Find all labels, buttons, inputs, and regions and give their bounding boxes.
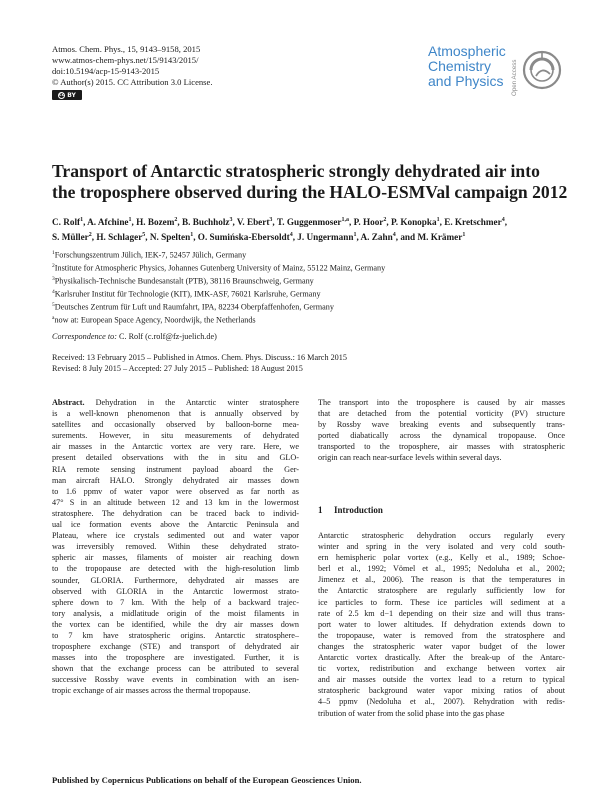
title-line1: Transport of Antarctic stratospheric strongly dehydrated air into [52,161,540,181]
author-name: T. Guggenmoser [276,217,342,228]
author-name: B. Buchholz [181,217,230,228]
text-line: to 1.6 ppmv of water vapor were observed as far north as [52,486,299,496]
correspondence [52,332,217,341]
affiliation [52,300,564,313]
text-line: The transport into the troposphere is caused by air masses [318,398,565,407]
text-line: berl et al., 1992; Vömel et al., 1995; Nedoluha et al., 2002; [318,564,565,574]
author-name: H. Bozem [136,217,175,228]
author-affiliation-mark: 1 [436,217,440,223]
author-name: P. Hoor [353,217,384,228]
author-affiliation-mark: 1,a [341,217,349,223]
author-affiliation-mark: 3 [229,217,233,223]
author-name: S. Müller [52,232,89,243]
text-line: is a well-known phenomenon that is annually observed by [52,409,299,419]
author-name: E. Kretschmer [444,217,502,228]
affiliation-text: Institute for Atmospheric Physics, Johannes Gutenberg University of Mainz, 55122 Mainz, Germany [54,263,386,273]
text-line: tory analysis, a midlatitude origin of the moist filaments in [52,608,299,618]
dates-received: Received: 13 February 2015 – Published in Atmos. Chem. Phys. Discuss.: 16 March 2015 [52,353,347,362]
affiliation-mark: 5 [52,302,55,309]
author-name: M. Krämer [417,232,463,243]
journal-name-line3: and Physics [428,73,504,89]
author-name: A. Zahn [360,232,393,243]
cc-by-badge[interactable] [52,90,82,100]
text-line: sphere down to 7 km. With the help of a backward trajec- [52,597,299,607]
text-line: was irreversibly removed. Within these dehydrated strato- [52,542,299,552]
cc-icon: cc [59,92,65,98]
author-affiliation-mark: 2 [88,232,92,239]
text-line: troposphere exchange (STE) and transport of dehydrated air [52,642,299,652]
abstract-continuation [318,397,565,464]
text-line: to the tropopause are detected with the high-resolution limb [52,564,299,574]
author-affiliation-mark: 4 [501,217,505,223]
doi[interactable]: doi:10.5194/acp-15-9143-2015 [52,66,160,76]
author-affiliation-mark: 1 [353,232,357,239]
affiliation-mark: a [52,315,55,322]
text-line: to 7 km have stratospheric origins. Antarctic stratosphere– [52,630,299,640]
text-line: tropic exchange of air masses across the thermal tropopause. [52,686,251,696]
text-line: winter and spring in the very isolated and very cold south- [318,542,565,552]
text-line: the vortex can be identified, while the dry air masses down [52,619,299,629]
text-line: masses into the troposphere are investigated. Further, it is [52,653,299,663]
author-list: C. Rolf$^1$, A. Afchine$^1$, H. Bozem$^2$, B. Buchholz$^3$, V. Ebert$^3$, T. Guggenmoser$^{1,a}$, P. Hoor$^2$, P. Konopka$^1$, E. Kretschmer$^4$, S. Müller$^2$, H. Schlager$^5$, N. Spelten$^1$, O. Sumińska-Ebersoldt$^4$, J. Ungermann$^1$, A. Zahn$^4$, and M. Krämer$^1$ [52,217,507,243]
title-line2: the troposphere observed during the HALO-ESMVal campaign 2012 [52,182,568,202]
journal-name-line2: Chemistry [428,58,492,74]
affiliation [52,274,564,287]
text-line: ported diabatically across the dynamical tropopause. Once [318,431,565,441]
author-affiliation-mark: 2 [174,217,178,223]
text-line: spheric air masses, filaments of moister air reaching down [52,553,299,563]
cc-badge-label: BY [67,91,76,99]
text-line: observed with GLORIA in the Antarctic lowermost strato- [52,586,299,596]
text-line: and air masses outside the vortex lead to a return to typical [318,675,565,685]
publication-dates [52,352,347,375]
text-line: 4–5 ppmv (Nedoluha et al., 2007). Rehydration with redis- [318,697,565,707]
affiliation [52,248,564,261]
egu-logo-icon [522,50,562,90]
text-line: Antarctic stratospheric dehydration occurs regularly every [318,531,565,540]
text-line: shown that the exchange process can be attributed to several [52,664,299,674]
text-line: sounder, GLORIA. Furthermore, dehydrated air masses are [52,575,299,585]
text-line: that are detached from the potential vorticity (PV) structure [318,409,565,419]
text-line: ern hemispheric polar vortex (e.g., Kelly et al., 1989; Schoe- [318,553,565,563]
text-line: ice particles to form. These ice particles will sediment at a [318,597,565,607]
article-url[interactable]: www.atmos-chem-phys.net/15/9143/2015/ [52,55,199,65]
text-line: satellites and occasionally observed by balloon-borne mea- [52,420,299,430]
author-affiliation-mark: 1 [190,232,194,239]
author-affiliation-mark: 2 [383,217,387,223]
author-name: O. Sumińska-Ebersoldt [197,232,290,243]
author-affiliation-mark: 4 [392,232,396,239]
author-affiliation-mark: 1 [128,217,132,223]
text-line: Antarctic vortex drastically. After the break-up of the Antarc- [318,653,565,663]
open-access-label [510,44,518,96]
affiliation-mark: 1 [52,250,55,256]
text-line: successive Rossby wave events in combination with an isen- [52,675,299,685]
author-name: P. Konopka [390,217,437,228]
author-affiliation-mark: 1 [462,232,466,239]
affiliation-mark: 2 [52,263,55,270]
affiliation-mark: 4 [52,289,55,296]
text-line: tic vortex, redistribution and exchange between vortex air [318,664,565,674]
text-line: surements. However, in situ measurements of dehydrated [52,431,299,441]
header-metadata [52,44,213,100]
affiliation-text: now at: European Space Agency, Noordwijk, the Netherlands [54,315,256,325]
affiliation-list [52,248,564,326]
correspondence-contact[interactable]: C. Rolf (c.rolf@fz-juelich.de) [119,332,217,341]
text-line: Jimenez et al., 2006). The reason is that the temperatures in [318,575,565,585]
abstract-label: Abstract. [52,398,96,407]
section-number: 1 [318,505,323,515]
text-line: stratosphere. The dehydration can be traced back to individ- [52,508,299,518]
affiliation [52,313,564,326]
author-name: H. Schlager [96,232,143,243]
affiliation-text: Karlsruher Institut für Technologie (KIT), IMK-ASF, 76021 Karlsruhe, Germany [54,289,321,299]
correspondence-label: Correspondence to: [52,332,117,341]
author-affiliation-mark: 5 [142,232,146,239]
text-line: man aircraft HALO. Strongly dehydrated air masses down [52,475,299,485]
text-line: by Rossby wave breaking events and subsequently trans- [318,420,565,430]
text-line: the tropopause, water is removed from the stratosphere and [318,630,565,640]
affiliation-text: Forschungszentrum Jülich, IEK-7, 52457 Jülich, Germany [54,250,247,260]
text-line: rate of 2.5 km d−1 depending on their size and will thus trans- [318,608,565,618]
text-line: Plateau, where ice crystals sedimented out and water vapor [52,531,299,541]
author-name: N. Spelten [149,232,191,243]
introduction-text [318,530,565,719]
affiliation-mark: 3 [52,276,55,283]
text-line: transported to the troposphere, air masses with stratospheric [318,442,565,452]
publisher-footer: Published by Copernicus Publications on behalf of the European Geosciences Union. [52,775,362,785]
affiliation [52,287,564,300]
paper-title [52,161,572,203]
text-line: changes the stratospheric water vapor budget of the lower [318,641,565,651]
author-name: J. Ungermann [297,232,354,243]
section-heading [318,505,383,515]
open-access-text: Open Access [511,59,518,96]
section-title: Introduction [334,505,383,515]
author-name: C. Rolf [52,217,81,228]
text-line: ual ice formation events above the Antarctic Peninsula and [52,520,299,530]
journal-name [428,44,508,89]
text-line: tribution of water from the solid phase into the gas phase [318,708,505,718]
copyright: © Author(s) 2015. CC Attribution 3.0 License. [52,77,213,87]
affiliation [52,261,564,274]
author-affiliation-mark: 3 [269,217,273,223]
text-line: origin can reach near-surface levels within several days. [318,453,502,463]
journal-name-line1: Atmospheric [428,43,506,59]
citation: Atmos. Chem. Phys., 15, 9143–9158, 2015 [52,44,201,54]
affiliation-text: Physikalisch-Technische Bundesanstalt (PTB), 38116 Braunschweig, Germany [54,276,314,286]
abstract [52,397,299,697]
author-affiliation-mark: 1 [80,217,84,223]
text-line: the Antarctic stratosphere are regularly sufficiently low for [318,586,565,596]
text-line: 47° S in an altitude between 12 and 13 km in the lowermost [52,497,299,507]
text-line: stratospheric background water vapor mixing ratios of about [318,686,565,696]
text-line: air masses in the Antarctic vortex are very rare. Here, we [52,442,299,452]
author-affiliation-mark: 4 [289,232,293,239]
dates-revised: Revised: 8 July 2015 – Accepted: 27 July 2015 – Published: 18 August 2015 [52,364,303,374]
text-line: RIA remote sensing instrument payload aboard the Ger- [52,464,299,474]
text-line: present detailed observations with the in situ and GLO- [52,453,299,463]
author-name: A. Afchine [87,217,129,228]
text-line: Abstract. Dehydration in the Antarctic winter stratosphere [52,398,300,407]
affiliation-text: Deutsches Zentrum für Luft und Raumfahrt, IPA, 82234 Oberpfaffenhofen, Germany [54,302,334,312]
author-name: V. Ebert [236,217,270,228]
text-line: port water to lower altitudes. If dehydration extends down to [318,619,565,629]
